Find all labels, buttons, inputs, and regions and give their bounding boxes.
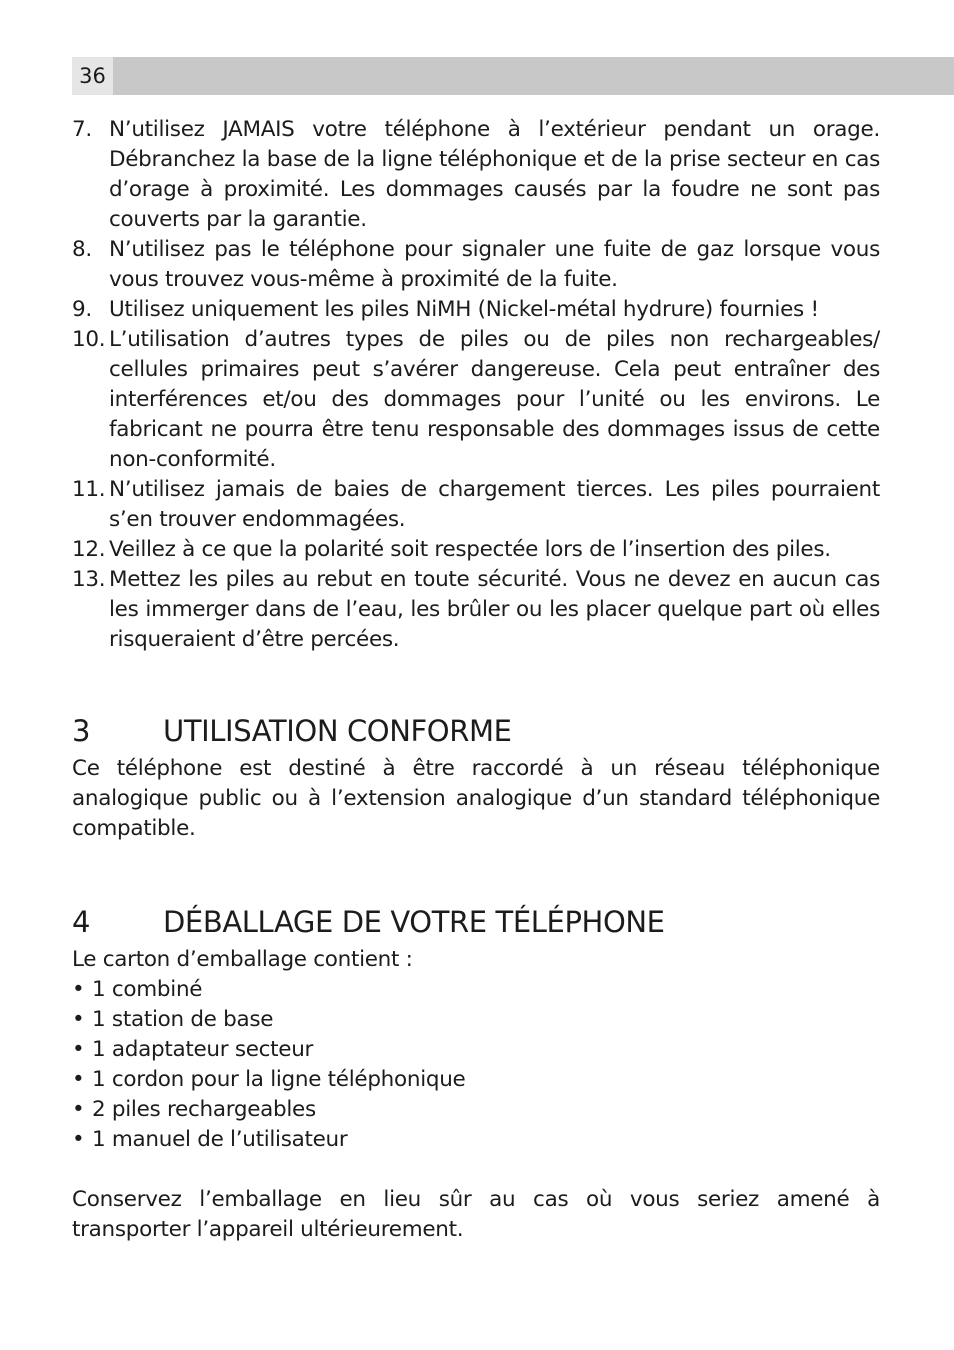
list-item-text: 1 station de base [92,1007,274,1032]
section-3-title: UTILISATION CONFORME [163,714,512,748]
page-number: 36 [72,57,113,95]
safety-item-text: Veillez à ce que la polarité soit respectée lors de l’insertion des piles. [109,537,831,562]
list-item [72,1095,880,1125]
list-item [72,1005,880,1035]
list-item-text: 1 adaptateur secteur [92,1037,314,1062]
list-item [72,1035,880,1065]
bullet-icon: • [72,1037,85,1062]
safety-item-text: Utilisez uniquement les piles NiMH (Nickel-métal hydrure) fournies ! [109,297,819,322]
page-content [72,115,880,1245]
bullet-icon: • [72,1097,85,1122]
safety-instructions-list [72,115,880,655]
packaging-note: Conservez l’emballage en lieu sûr au cas où vous seriez amené à transporter l’appareil ultérieurement. [72,1187,880,1242]
safety-item [72,325,880,475]
safety-item-text: N’utilisez jamais de baies de chargement tierces. Les piles pourraient s’en trouver endommagées. [109,477,880,532]
safety-item [72,295,880,325]
bullet-icon: • [72,1127,85,1152]
section-3-number: 3 [72,714,91,748]
safety-item-text: Mettez les piles au rebut en toute sécurité. Vous ne devez en aucun cas les immerger dans de l’eau, les brûler ou les placer quelque part où elles risqueraient d’être percées. [109,567,880,652]
safety-item-number: 10. [72,327,106,352]
list-item-text: 1 cordon pour la ligne téléphonique [92,1067,466,1092]
section-3-body: Ce téléphone est destiné à être raccordé à un réseau téléphonique analogique public ou à l’extension analogique d’un standard téléphonique compatible. [72,756,880,841]
safety-item-number: 7. [72,117,92,142]
safety-item [72,115,880,235]
section-4-heading [72,904,880,940]
list-item [72,975,880,1005]
package-contents-intro: Le carton d’emballage contient : [72,947,413,972]
safety-item-number: 8. [72,237,92,262]
package-contents-list [72,975,880,1155]
list-item-text: 2 piles rechargeables [92,1097,316,1122]
bullet-icon: • [72,1007,85,1032]
list-item [72,1065,880,1095]
safety-item [72,475,880,535]
section-3-heading [72,713,880,749]
safety-item-number: 11. [72,477,106,502]
safety-item-text: L’utilisation d’autres types de piles ou de piles non rechargeables/ cellules primaires peut s’avérer dangereuse. Cela peut entraîner des interférences et/ou des dommages pour l’unité ou les environs. Le fabricant ne pourra être tenu responsable des dommages issus de cette non-conformité. [109,327,880,472]
list-item [72,1125,880,1155]
safety-item-number: 13. [72,567,106,592]
list-item-text: 1 manuel de l’utilisateur [92,1127,348,1152]
safety-item-number: 12. [72,537,106,562]
section-4-number: 4 [72,905,91,939]
bullet-icon: • [72,977,85,1002]
header-bar [72,57,954,95]
list-item-text: 1 combiné [92,977,203,1002]
safety-item-text: N’utilisez JAMAIS votre téléphone à l’extérieur pendant un orage. Débranchez la base de la ligne téléphonique et de la prise secteur en cas d’orage à proximité. Les dommages causés par la foudre ne sont pas couverts par la garantie. [109,117,880,232]
safety-item-number: 9. [72,297,92,322]
bullet-icon: • [72,1067,85,1092]
safety-item [72,235,880,295]
safety-item [72,535,880,565]
safety-item [72,565,880,655]
section-4-title: DÉBALLAGE DE VOTRE TÉLÉPHONE [163,905,665,939]
safety-item-text: N’utilisez pas le téléphone pour signaler une fuite de gaz lorsque vous vous trouvez vous-même à proximité de la fuite. [109,237,880,292]
